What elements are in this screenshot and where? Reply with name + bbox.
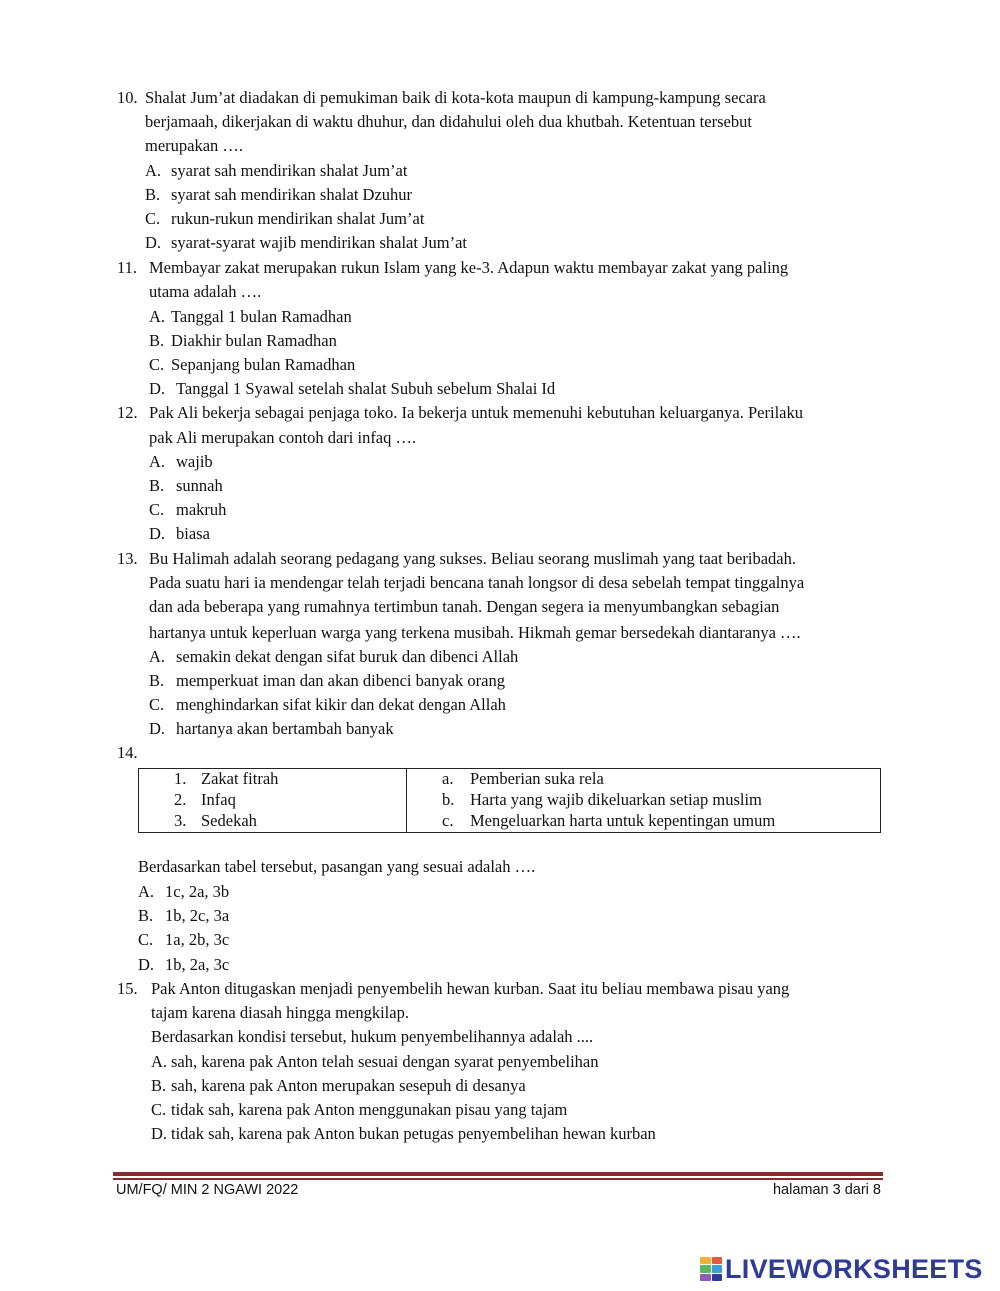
table-item-letter: c. bbox=[442, 811, 454, 830]
question-text-line: Shalat Jum’at diadakan di pemukiman baik di kota-kota maupun di kampung-kampung secara bbox=[145, 88, 766, 107]
table-item-letter: a. bbox=[442, 769, 454, 788]
option-text: Tanggal 1 bulan Ramadhan bbox=[171, 307, 352, 326]
matching-table-right-column bbox=[407, 769, 881, 833]
option-text: hartanya akan bertambah banyak bbox=[176, 719, 394, 738]
liveworksheets-wordmark: LIVEWORKSHEETS bbox=[725, 1253, 983, 1284]
option-text: Tanggal 1 Syawal setelah shalat Subuh sebelum Shalai Id bbox=[176, 379, 556, 398]
question-text-line: Membayar zakat merupakan rukun Islam yang ke-3. Adapun waktu membayar zakat yang paling bbox=[149, 258, 789, 277]
question-number: 12. bbox=[117, 403, 138, 422]
table-item-number: 3. bbox=[174, 811, 187, 830]
option-letter: D. bbox=[151, 1124, 168, 1143]
option-text: semakin dekat dengan sifat buruk dan dibenci Allah bbox=[176, 647, 519, 666]
option-letter: B. bbox=[149, 476, 165, 495]
footer-document-code: UM/FQ/ MIN 2 NGAWI 2022 bbox=[116, 1182, 299, 1198]
option-letter: A. bbox=[149, 647, 166, 666]
option-text: sunnah bbox=[176, 476, 223, 495]
question-text-line: Berdasarkan kondisi tersebut, hukum penyembelihannya adalah .... bbox=[151, 1027, 594, 1046]
table-item-text: Sedekah bbox=[201, 811, 257, 830]
table-item-number: 2. bbox=[174, 790, 187, 809]
footer-page-number: halaman 3 dari 8 bbox=[772, 1182, 881, 1198]
option-letter: C. bbox=[149, 355, 165, 374]
question-text-line: Pada suatu hari ia mendengar telah terjadi bencana tanah longsor di desa sebelah tempat tinggalnya bbox=[149, 573, 805, 592]
table-item-text: Mengeluarkan harta untuk kepentingan umum bbox=[470, 811, 776, 830]
question-number: 14. bbox=[117, 743, 138, 762]
option-text: makruh bbox=[176, 500, 227, 519]
table-item-text: Harta yang wajib dikeluarkan setiap muslim bbox=[470, 790, 762, 809]
option-letter: A. bbox=[149, 307, 166, 326]
option-text: syarat-syarat wajib mendirikan shalat Jum’at bbox=[171, 233, 467, 252]
question-number: 15. bbox=[117, 979, 138, 998]
table-item-number: 1. bbox=[174, 769, 187, 788]
liveworksheets-mark-icon bbox=[700, 1257, 722, 1281]
option-letter: B. bbox=[138, 906, 154, 925]
table-item-text: Zakat fitrah bbox=[201, 769, 279, 788]
option-text: 1b, 2c, 3a bbox=[165, 906, 230, 925]
option-letter: B. bbox=[149, 671, 165, 690]
footer-divider bbox=[113, 1172, 883, 1176]
question-text-line: Bu Halimah adalah seorang pedagang yang sukses. Beliau seorang muslimah yang taat beribadah. bbox=[149, 549, 796, 568]
question-number: 11. bbox=[117, 258, 138, 277]
option-letter: C. bbox=[149, 500, 165, 519]
liveworksheets-logo[interactable] bbox=[700, 1254, 983, 1284]
matching-table-left-column bbox=[139, 769, 407, 833]
option-letter: D. bbox=[145, 233, 162, 252]
option-text: Sepanjang bulan Ramadhan bbox=[171, 355, 356, 374]
option-text: syarat sah mendirikan shalat Dzuhur bbox=[171, 185, 413, 204]
option-letter: A. bbox=[145, 161, 162, 180]
question-text-line: tajam karena diasah hingga mengkilap. bbox=[151, 1003, 409, 1022]
option-letter: D. bbox=[138, 955, 155, 974]
option-letter: C. bbox=[151, 1100, 167, 1119]
option-text: syarat sah mendirikan shalat Jum’at bbox=[171, 161, 408, 180]
option-text: wajib bbox=[176, 452, 213, 471]
matching-table bbox=[138, 768, 881, 833]
option-text: rukun-rukun mendirikan shalat Jum’at bbox=[171, 209, 425, 228]
question-text-line: pak Ali merupakan contoh dari infaq …. bbox=[149, 428, 417, 447]
option-letter: A. bbox=[149, 452, 166, 471]
question-text-line: merupakan …. bbox=[145, 136, 244, 155]
option-text: 1b, 2a, 3c bbox=[165, 955, 230, 974]
option-text: 1c, 2a, 3b bbox=[165, 882, 230, 901]
footer-divider-thin bbox=[113, 1178, 883, 1180]
option-letter: D. bbox=[149, 524, 166, 543]
question-text-line: hartanya untuk keperluan warga yang terkena musibah. Hikmah gemar bersedekah diantaranya …. bbox=[149, 623, 801, 642]
option-text: tidak sah, karena pak Anton menggunakan pisau yang tajam bbox=[171, 1100, 568, 1119]
option-letter: A. bbox=[138, 882, 155, 901]
question-text-line: Pak Ali bekerja sebagai penjaga toko. Ia bekerja untuk memenuhi kebutuhan keluarganya. Perilaku bbox=[149, 403, 803, 422]
option-text: menghindarkan sifat kikir dan dekat dengan Allah bbox=[176, 695, 506, 714]
option-letter: C. bbox=[145, 209, 161, 228]
option-letter: D. bbox=[149, 719, 166, 738]
option-text: Diakhir bulan Ramadhan bbox=[171, 331, 337, 350]
option-text: biasa bbox=[176, 524, 210, 543]
option-text: tidak sah, karena pak Anton bukan petugas penyembelihan hewan kurban bbox=[171, 1124, 656, 1143]
option-letter: B. bbox=[151, 1076, 167, 1095]
option-text: memperkuat iman dan akan dibenci banyak orang bbox=[176, 671, 505, 690]
option-letter: C. bbox=[149, 695, 165, 714]
option-letter: B. bbox=[149, 331, 165, 350]
question-number: 13. bbox=[117, 549, 138, 568]
question-number: 10. bbox=[117, 88, 138, 107]
option-letter: A. bbox=[151, 1052, 168, 1071]
option-text: 1a, 2b, 3c bbox=[165, 930, 230, 949]
option-letter: D. bbox=[149, 379, 166, 398]
question-text-line: dan ada beberapa yang rumahnya tertimbun tanah. Dengan segera ia menyumbangkan sebagian bbox=[149, 597, 780, 616]
option-text: sah, karena pak Anton merupakan sesepuh di desanya bbox=[171, 1076, 526, 1095]
question-text-line: Pak Anton ditugaskan menjadi penyembelih hewan kurban. Saat itu beliau membawa pisau yang bbox=[151, 979, 790, 998]
table-item-letter: b. bbox=[442, 790, 455, 809]
table-item-text: Infaq bbox=[201, 790, 236, 809]
option-letter: C. bbox=[138, 930, 154, 949]
question-text-line: utama adalah …. bbox=[149, 282, 262, 301]
question-prompt: Berdasarkan tabel tersebut, pasangan yang sesuai adalah …. bbox=[138, 857, 536, 876]
question-text-line: berjamaah, dikerjakan di waktu dhuhur, dan didahului oleh dua khutbah. Ketentuan tersebut bbox=[145, 112, 752, 131]
option-text: sah, karena pak Anton telah sesuai dengan syarat penyembelihan bbox=[171, 1052, 599, 1071]
option-letter: B. bbox=[145, 185, 161, 204]
table-item-text: Pemberian suka rela bbox=[470, 769, 604, 788]
